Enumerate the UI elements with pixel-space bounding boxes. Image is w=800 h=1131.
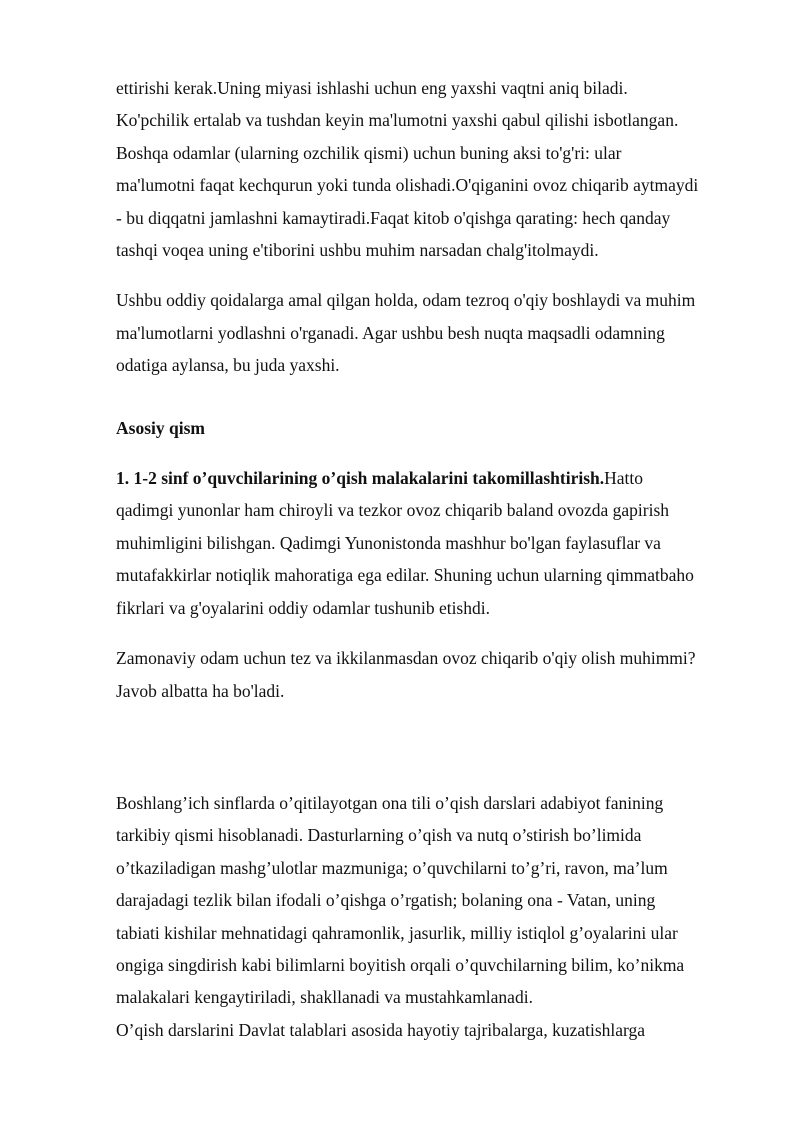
paragraph-4: [116, 642, 746, 707]
text-line: ongiga singdirish kabi bilimlarni boyitish orqali o’quvchilarning bilim, ko’nikma: [116, 954, 685, 975]
text-line: o’tkaziladigan mashg’ulotlar mazmuniga; o’quvchilarni to’g’ri, ravon, ma’lum: [116, 857, 668, 878]
numbered-subheading: 1. 1-2 sinf o’quvchilarining o’qish malakalarini takomillashtirish.: [116, 468, 605, 489]
text-line: qadimgi yunonlar ham chiroyli va tezkor ovoz chiqarib baland ovozda gapirish: [116, 500, 670, 521]
text-line: Zamonaviy odam uchun tez va ikkilanmasdan ovoz chiqarib o'qiy olish muhimmi?: [116, 648, 696, 669]
text-line: Boshqa odamlar (ularning ozchilik qismi) uchun buning aksi to'g'ri: ular: [116, 142, 622, 163]
paragraph-3: [116, 462, 746, 624]
paragraph-5: [116, 787, 746, 1046]
text-line: mutafakkirlar notiqlik mahoratiga ega edilar. Shuning uchun ularning qimmatbaho: [116, 565, 694, 586]
text-line: ma'lumotlarni yodlashni o'rganadi. Agar ushbu besh nuqta maqsadli odamning: [116, 322, 665, 343]
section-heading: Asosiy qism: [116, 417, 205, 438]
text-line: darajadagi tezlik bilan ifodali o’qishga o’rgatish; bolaning ona - Vatan, uning: [116, 890, 656, 911]
text-line: Boshlang’ich sinflarda o’qitilayotgan ona tili o’qish darslari adabiyot fanining: [116, 792, 664, 813]
text-line: fikrlari va g'oyalarini oddiy odamlar tushunib etishdi.: [116, 597, 490, 618]
text-line: ettirishi kerak.Uning miyasi ishlashi uchun eng yaxshi vaqtni aniq biladi.: [116, 78, 628, 98]
text-line: muhimligini bilishgan. Qadimgi Yunonistonda mashhur bo'lgan faylasuflar va: [116, 532, 661, 553]
text-line: tashqi voqea uning e'tiborini ushbu muhim narsadan chalg'itolmaydi.: [116, 240, 599, 261]
paragraph-2: [116, 284, 746, 381]
text-line: ma'lumotni faqat kechqurun yoki tunda olishadi.O'qiganini ovoz chiqarib aytmaydi: [116, 175, 699, 196]
text-line: [116, 462, 746, 494]
text-line: - bu diqqatni jamlashni kamaytiradi.Faqat kitob o'qishga qarating: hech qanday: [116, 207, 671, 228]
text-line: tarkibiy qismi hisoblanadi. Dasturlarning o’qish va nutq o’stirish bo’limida: [116, 825, 642, 846]
document-page: [116, 72, 746, 1046]
text-line: tabiati kishilar mehnatidagi qahramonlik, jasurlik, milliy istiqlol g’oyalarini ular: [116, 922, 678, 943]
paragraph-1: [116, 72, 746, 266]
text-line: Javob albatta ha bo'ladi.: [116, 680, 285, 701]
text-line: malakalari kengaytiriladi, shakllanadi va mustahkamlanadi.: [116, 987, 533, 1008]
text-line: Ushbu oddiy qoidalarga amal qilgan holda, odam tezroq o'qiy boshlaydi va muhim: [116, 290, 696, 311]
text-run: Hatto: [604, 468, 644, 489]
text-line: odatiga aylansa, bu juda yaxshi.: [116, 355, 340, 376]
text-line: O’qish darslarini Davlat talablari asosida hayotiy tajribalarga, kuzatishlarga: [116, 1019, 646, 1040]
text-line: Ko'pchilik ertalab va tushdan keyin ma'lumotni yaxshi qabul qilishi isbotlangan.: [116, 110, 679, 131]
